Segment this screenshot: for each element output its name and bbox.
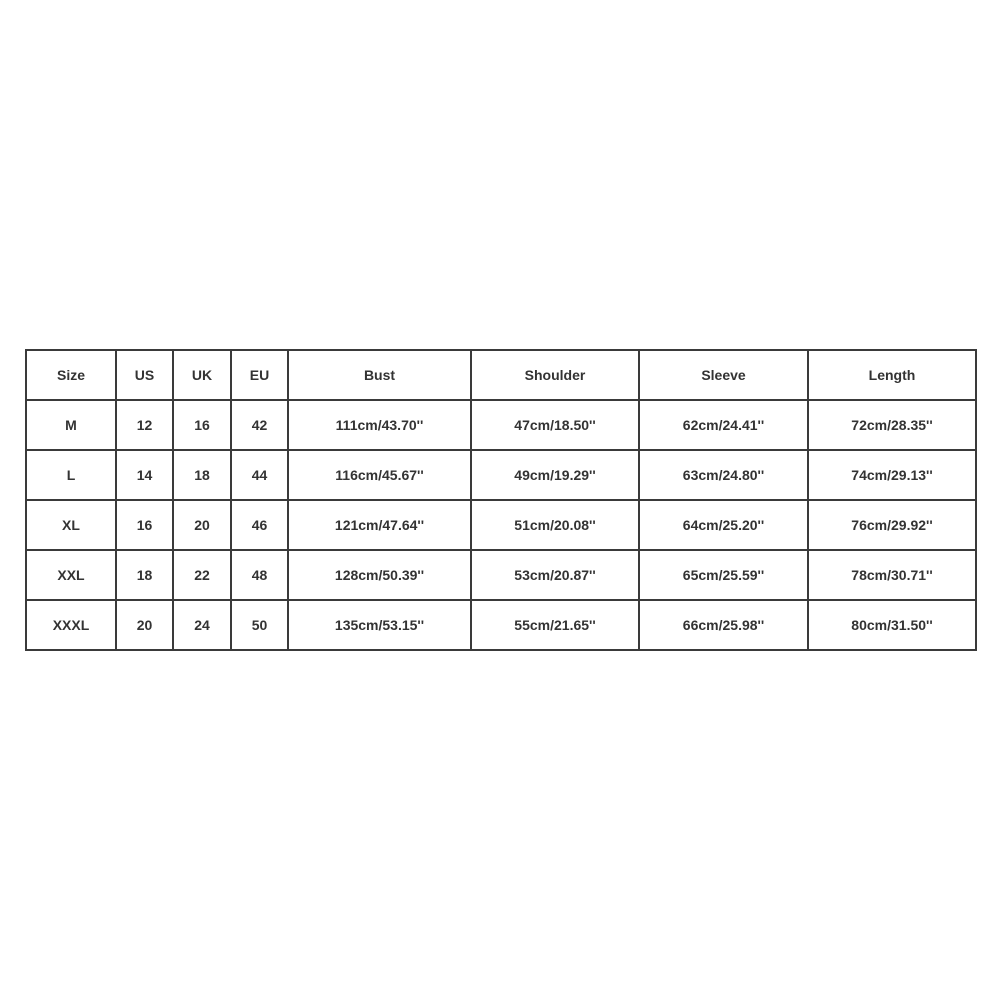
header-shoulder: Shoulder [471,350,639,400]
header-sleeve: Sleeve [639,350,808,400]
cell-shoulder: 49cm/19.29'' [471,450,639,500]
cell-sleeve: 63cm/24.80'' [639,450,808,500]
table-row [26,450,976,500]
cell-eu: 48 [231,550,288,600]
cell-uk: 22 [173,550,231,600]
table-row [26,500,976,550]
table-row [26,400,976,450]
cell-shoulder: 51cm/20.08'' [471,500,639,550]
cell-eu: 50 [231,600,288,650]
cell-length: 78cm/30.71'' [808,550,976,600]
cell-shoulder: 55cm/21.65'' [471,600,639,650]
header-uk: UK [173,350,231,400]
cell-us: 12 [116,400,173,450]
size-chart-table [25,349,977,651]
cell-size: L [26,450,116,500]
cell-size: M [26,400,116,450]
cell-sleeve: 62cm/24.41'' [639,400,808,450]
cell-us: 14 [116,450,173,500]
table-row [26,600,976,650]
cell-us: 18 [116,550,173,600]
cell-sleeve: 64cm/25.20'' [639,500,808,550]
cell-sleeve: 65cm/25.59'' [639,550,808,600]
cell-sleeve: 66cm/25.98'' [639,600,808,650]
cell-length: 74cm/29.13'' [808,450,976,500]
header-length: Length [808,350,976,400]
cell-eu: 44 [231,450,288,500]
cell-bust: 121cm/47.64'' [288,500,471,550]
header-us: US [116,350,173,400]
header-eu: EU [231,350,288,400]
cell-us: 20 [116,600,173,650]
cell-us: 16 [116,500,173,550]
cell-size: XXL [26,550,116,600]
cell-uk: 20 [173,500,231,550]
table-row [26,550,976,600]
cell-eu: 46 [231,500,288,550]
cell-size: XXXL [26,600,116,650]
cell-length: 76cm/29.92'' [808,500,976,550]
header-bust: Bust [288,350,471,400]
cell-size: XL [26,500,116,550]
cell-bust: 135cm/53.15'' [288,600,471,650]
cell-uk: 24 [173,600,231,650]
cell-bust: 111cm/43.70'' [288,400,471,450]
cell-uk: 18 [173,450,231,500]
cell-shoulder: 53cm/20.87'' [471,550,639,600]
cell-shoulder: 47cm/18.50'' [471,400,639,450]
cell-eu: 42 [231,400,288,450]
cell-bust: 128cm/50.39'' [288,550,471,600]
header-size: Size [26,350,116,400]
cell-bust: 116cm/45.67'' [288,450,471,500]
cell-length: 72cm/28.35'' [808,400,976,450]
header-row [26,350,976,400]
cell-uk: 16 [173,400,231,450]
cell-length: 80cm/31.50'' [808,600,976,650]
